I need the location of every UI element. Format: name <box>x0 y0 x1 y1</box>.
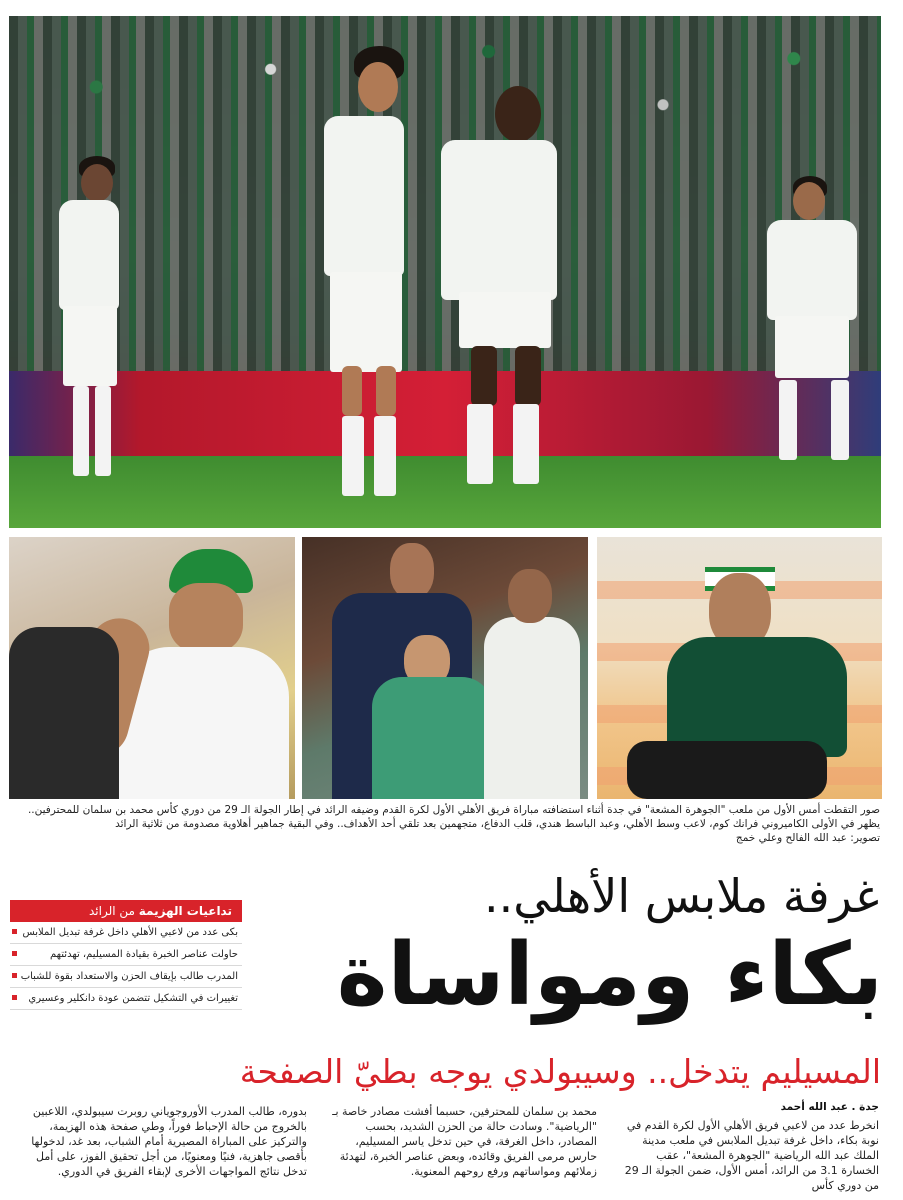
headline-main: بكاء ومواساة <box>336 925 883 1025</box>
highlights-title <box>10 900 242 922</box>
photo-credit: تصوير: عبد الله الفالح وعلي خمج <box>735 832 880 844</box>
bullet-icon <box>12 995 17 1000</box>
bullet-icon <box>12 951 17 956</box>
article-column-2: محمد بن سلمان للمحترفين، حسبما أفشت مصادر خاصة بـ "الرياضية". وسادت حالة من الحزن الشديد، بحسب المصادر، داخل الغرفة، في حين تدخل ياسر المسيليم، حارس مرمى الفريق وقائده، وبعض عناصر الخبرة، لتهدئة زملائهم ومواساتهم ورفع روحهم المعنوية. <box>332 1105 597 1178</box>
highlights-title-bold: تداعيات الهزيمة <box>138 904 232 918</box>
player-right <box>759 176 869 476</box>
fan-scarf-head <box>508 569 552 623</box>
boy-green-shirt <box>372 677 492 799</box>
fan-photo-right <box>597 537 882 799</box>
list-item <box>10 988 242 1010</box>
highlights-list <box>10 922 242 1010</box>
photo-caption <box>12 803 880 845</box>
list-item-text: بكى عدد من لاعبي الأهلي داخل غرفة تبديل الملابس <box>22 927 238 938</box>
list-item-text: المدرب طالب بإيقاف الحزن والاستعداد بقوة للشباب <box>20 971 238 982</box>
list-item-text: حاولت عناصر الخبرة بقيادة المسيليم، تهدئتهم <box>50 949 238 960</box>
highlights-title-rest: من الرائد <box>88 904 135 918</box>
player-37 <box>294 46 414 506</box>
article-column-1: انخرط عدد من لاعبي فريق الأهلي الأول لكرة القدم في نوبة بكاء، داخل غرفة تبديل الملابس في ملعب مدينة الملك عبد الله الرياضية "الجوهرة المشعة"، عقب الخسارة 3.1 من الرائد، أمس الأول، ضمن الجولة الـ 29 من دوري كأس <box>624 1119 879 1192</box>
fan-scarf-shirt <box>484 617 580 799</box>
main-photo <box>9 16 881 528</box>
player-left <box>49 156 129 486</box>
fan-man-head <box>390 543 434 599</box>
article-column-3: بدوره، طالب المدرب الأوروجوياني روبرت سيبولدي، اللاعبين بالخروج من حالة الإحباط فوراً، وطي صفحة هذه الهزيمة، والتركيز على المباراة المصيرية أمام الشباب، بعد غد، لدخولها بأقصى جاهزية، فنيًا ومعنويًا، من أجل تحقيق الفوز، على أمل تدخل نتائج المواجهات الأخرى لإبقاء الفريق في الدوري. <box>31 1105 307 1178</box>
list-item <box>10 922 242 944</box>
caption-text: صور التقطت أمس الأول من ملعب "الجوهرة المشعة" في جدة أثناء استضافته مباراة فريق الأهلي الأول لكرة القدم وضيفه الرائد في إطار الجولة الـ 29 من دوري كأس محمد بن سلمان للمحترفين.. يظهر في الأولى الكاميروني فرانك كوم، لاعب وسط الأهلي، وعبد الباسط هندي، قلب الدفاع، متجهمين بعد تلقي أحد الأهداف.. وفي البقية جماهير أهلاوية مصدومة من ثلاثية الرائد <box>27 804 880 830</box>
fan-face <box>169 583 243 653</box>
byline: جدة . عبد الله أحمد <box>780 1101 879 1113</box>
list-item <box>10 944 242 966</box>
player-center <box>419 86 569 506</box>
fan-green-jacket <box>667 637 847 757</box>
bullet-icon <box>12 973 17 978</box>
dark-figure <box>9 627 119 799</box>
fan-photo-middle <box>302 537 588 799</box>
fan-photo-left <box>9 537 295 799</box>
list-item-text: تغييرات في التشكيل تتضمن عودة دانكلير وعسيري <box>28 993 238 1004</box>
highlights-box <box>10 900 242 1010</box>
subheadline: المسيليم يتدخل.. وسيبولدي يوجه بطيّ الصفحة <box>239 1052 881 1091</box>
headline-kicker: غرفة ملابس الأهلي.. <box>484 869 879 923</box>
bullet-icon <box>12 929 17 934</box>
list-item <box>10 966 242 988</box>
fan-trousers <box>627 741 827 799</box>
